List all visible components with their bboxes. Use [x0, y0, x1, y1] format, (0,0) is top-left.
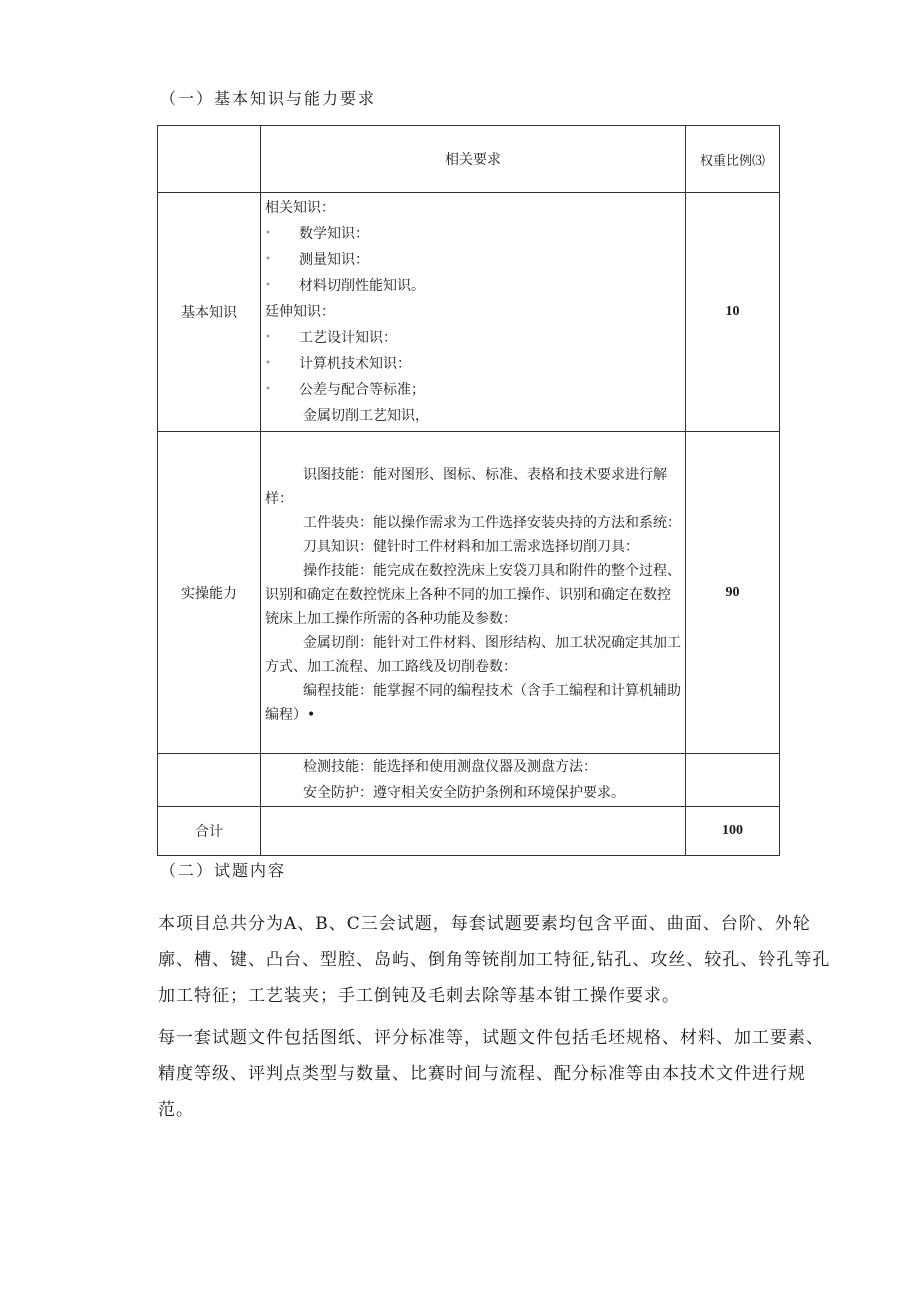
weight-basic: 10 — [686, 193, 780, 432]
extended-title: 廷伸知识： — [265, 304, 335, 320]
bullet-icon: • — [265, 332, 271, 343]
bullet-icon: • — [265, 254, 271, 265]
practical-item: 检测技能：能选择和使用测盘仪器及测盘方法： — [303, 759, 597, 775]
list-item: • 公差与配合等标准； — [265, 377, 685, 403]
practical-item: 刀具知识：健针时工件材料和加工需求选择切削刀具： — [303, 538, 639, 555]
list-item: • 数学知识： — [265, 221, 685, 247]
related-title: 相关知识： — [265, 200, 335, 216]
weight-total: 100 — [686, 807, 780, 856]
extra-content — [261, 754, 686, 807]
paragraph-test-files — [158, 1020, 838, 1128]
bullet-icon: • — [265, 358, 271, 369]
bullet-icon: • — [265, 280, 271, 291]
section-heading-basic: （一）基本知识与能力要求 — [160, 89, 377, 108]
paragraph-text: 本项目总共分为A、B、C三会试题，每套试题要素均包含平面、曲面、台阶、外轮廓、槽、键、凸台、型腔、岛屿、倒角等铳削加工特征,钻孔、攻丝、较孔、铃孔等孔加工特征；工艺装夹；手工倒钝及毛刺去除等基本钳工操作要求。 — [158, 914, 831, 1006]
table-row-total — [158, 807, 780, 856]
header-weight: 权重比例⑶ — [686, 126, 780, 193]
table-header-row — [158, 126, 780, 193]
table-row-extra — [158, 754, 780, 807]
practical-item: 识图技能：能对图形、图标、标准、表格和技术要求进行解样： — [265, 466, 667, 507]
practical-item: 编程技能：能掌握不同的编程技术（含手工编程和计算机辅助编程）• — [265, 682, 681, 723]
empty-cell — [158, 754, 261, 807]
header-requirements: 相关要求 — [261, 126, 686, 193]
practical-item: 金属切削：能针对工件材料、图形结构、加工状况确定其加工方式、加工流程、加工路线及切削卷数： — [265, 634, 681, 675]
paragraph-text: 每一套试题文件包括图纸、评分标准等，试题文件包括毛坯规格、材料、加工要素、精度等级、评判点类型与数量、比赛时间与流程、配分标准等由本技术文件进行规范。 — [158, 1028, 824, 1120]
paragraph-test-items — [158, 906, 838, 1014]
table-row-basic — [158, 193, 780, 432]
practical-item: 安全防护：遵守相关安全防护条例和环境保护要求。 — [303, 785, 625, 801]
section-heading-content: （二）试题内容 — [160, 861, 287, 880]
category-practical: 实操能力 — [158, 432, 261, 754]
list-item: • 工艺设计知识： — [265, 325, 685, 351]
empty-cell — [686, 754, 780, 807]
list-item: 金属切削工艺知识， — [303, 408, 429, 424]
basic-content — [261, 193, 686, 432]
weight-practical: 90 — [686, 432, 780, 754]
practical-item: 工件装央：能以操作需求为工件选择安装央持的方法和系统： — [303, 514, 681, 531]
practical-item: 操作技能：能完成在数控洗床上安袋刀具和附件的整个过程、识别和确定在数控恍床上各种不同的加工操作、识别和确定在数控铳床上加工操作所需的各种功能及参数： — [265, 562, 681, 627]
header-empty-cell — [158, 126, 261, 193]
bullet-icon: • — [265, 384, 271, 395]
bullet-icon: • — [265, 228, 271, 239]
list-item: • 材料切削性能知识。 — [265, 273, 685, 299]
list-item: • 计算机技术知识： — [265, 351, 685, 377]
requirements-table — [157, 125, 780, 856]
empty-cell — [261, 807, 686, 856]
list-item: • 测量知识： — [265, 247, 685, 273]
category-basic: 基本知识 — [158, 193, 261, 432]
total-label: 合计 — [158, 807, 261, 856]
table-row-practical — [158, 432, 780, 754]
practical-content — [261, 432, 686, 754]
